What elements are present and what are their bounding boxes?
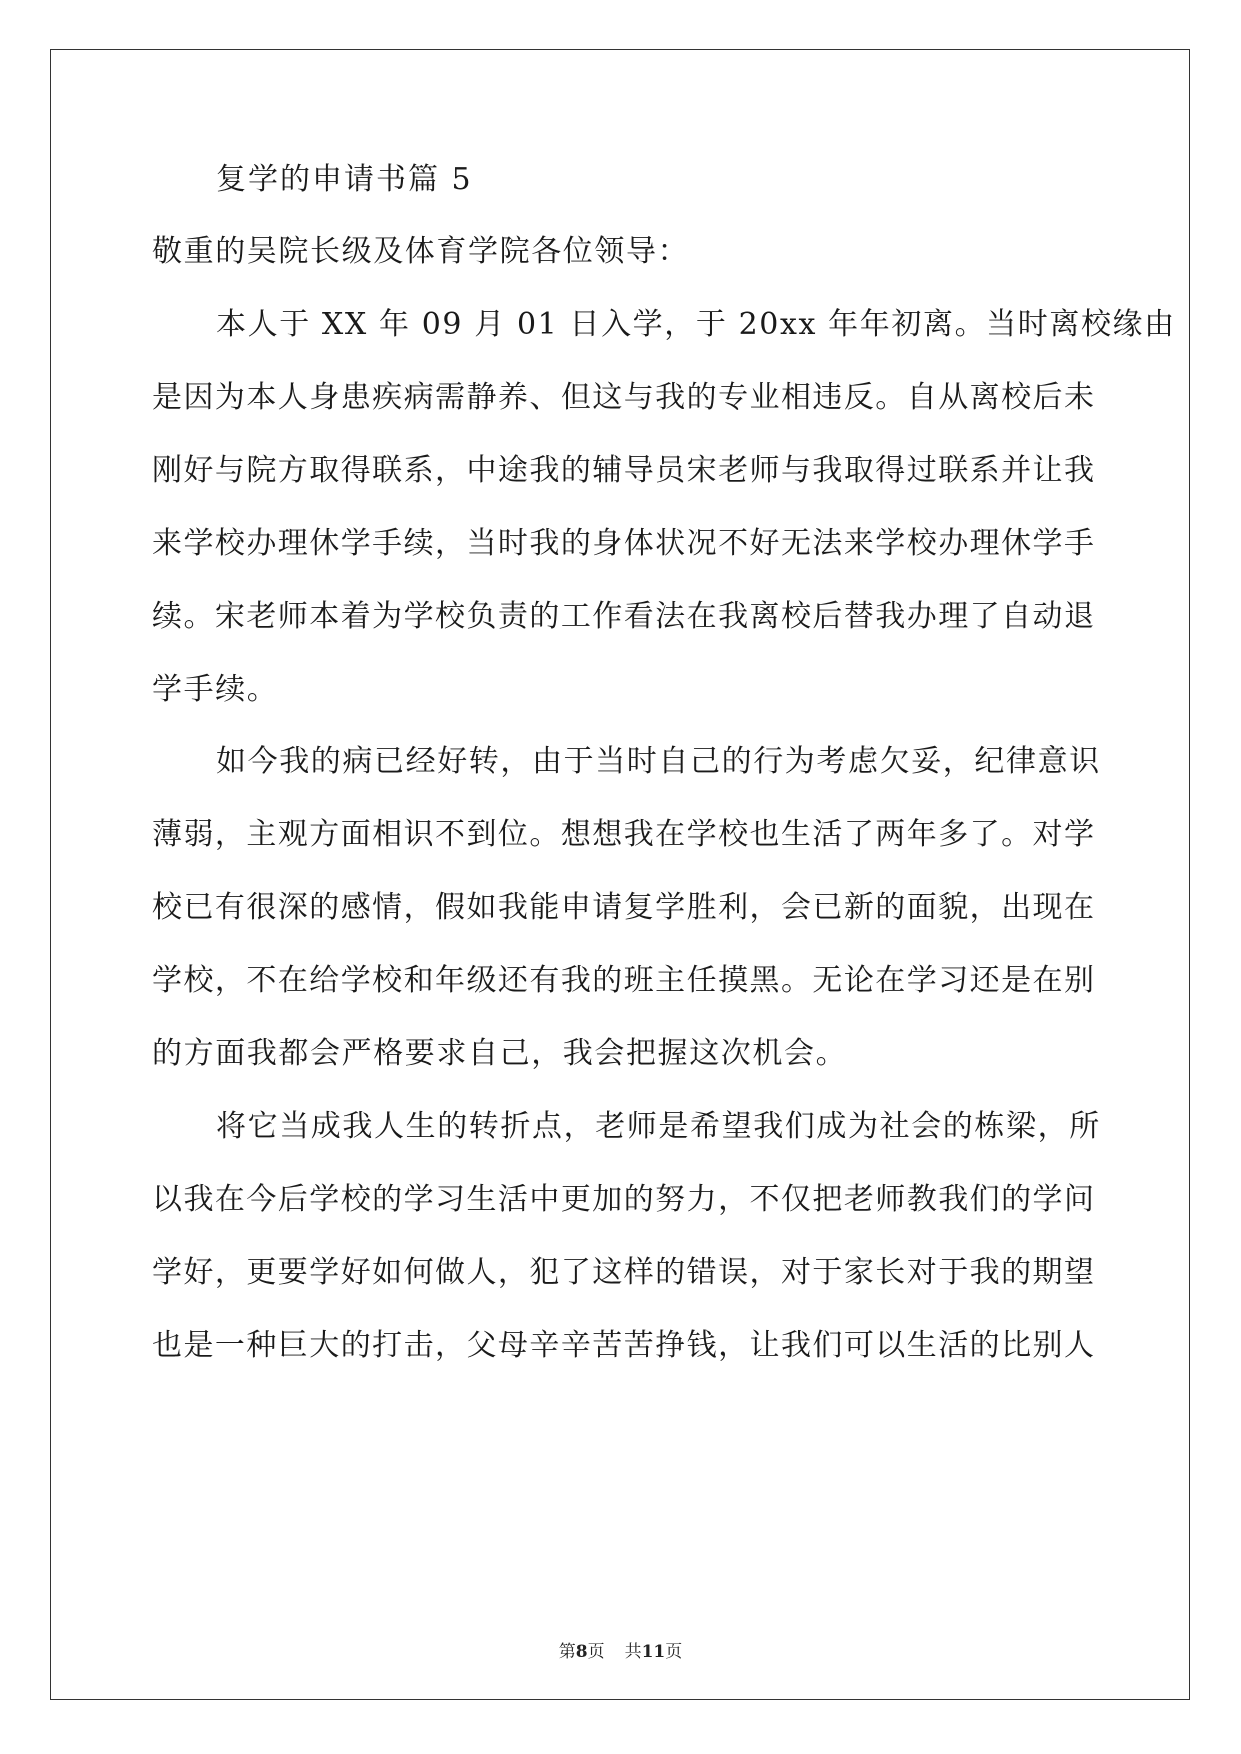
- paragraph-line: 学手续。: [152, 672, 279, 707]
- paragraph-line: 以我在今后学校的学习生活中更加的努力，不仅把老师教我们的学问: [152, 1182, 1094, 1217]
- paragraph-line: 学校，不在给学校和年级还有我的班主任摸黑。无论在学习还是在别: [152, 963, 1094, 998]
- salutation: 敬重的吴院长级及体育学院各位领导：: [152, 234, 690, 269]
- page-footer: [0, 1637, 1241, 1662]
- paragraph-line: 来学校办理休学手续，当时我的身体状况不好无法来学校办理休学手: [152, 526, 1094, 561]
- paragraph-line: 学好，更要学好如何做人，犯了这样的错误，对于家长对于我的期望: [152, 1255, 1094, 1290]
- paragraph-line: 也是一种巨大的打击，父母辛辛苦苦挣钱，让我们可以生活的比别人: [152, 1328, 1094, 1363]
- page-number: 第8页: [558, 1642, 605, 1662]
- page-total: 共11页: [624, 1642, 683, 1662]
- paragraph-line: 是因为本人身患疾病需静养、但这与我的专业相违反。自从离校后未: [152, 380, 1094, 415]
- paragraph-line: 如今我的病已经好转，由于当时自己的行为考虑欠妥，纪律意识: [216, 744, 1101, 779]
- paragraph-line: 本人于 XX 年 09 月 01 日入学，于 20xx 年年初离。当时离校缘由: [216, 307, 1176, 342]
- paragraph-line: 刚好与院方取得联系，中途我的辅导员宋老师与我取得过联系并让我: [152, 453, 1094, 488]
- paragraph-line: 将它当成我人生的转折点，老师是希望我们成为社会的栋梁，所: [216, 1109, 1101, 1144]
- paragraph-line: 续。宋老师本着为学校负责的工作看法在我离校后替我办理了自动退: [152, 599, 1094, 634]
- document-title: 复学的申请书篇 5: [216, 162, 473, 197]
- paragraph-line: 薄弱，主观方面相识不到位。想想我在学校也生活了两年多了。对学: [152, 817, 1094, 852]
- paragraph-line: 校已有很深的感情，假如我能申请复学胜利，会已新的面貌，出现在: [152, 890, 1094, 925]
- page-border: [50, 49, 1190, 1700]
- paragraph-line: 的方面我都会严格要求自己，我会把握这次机会。: [152, 1036, 848, 1071]
